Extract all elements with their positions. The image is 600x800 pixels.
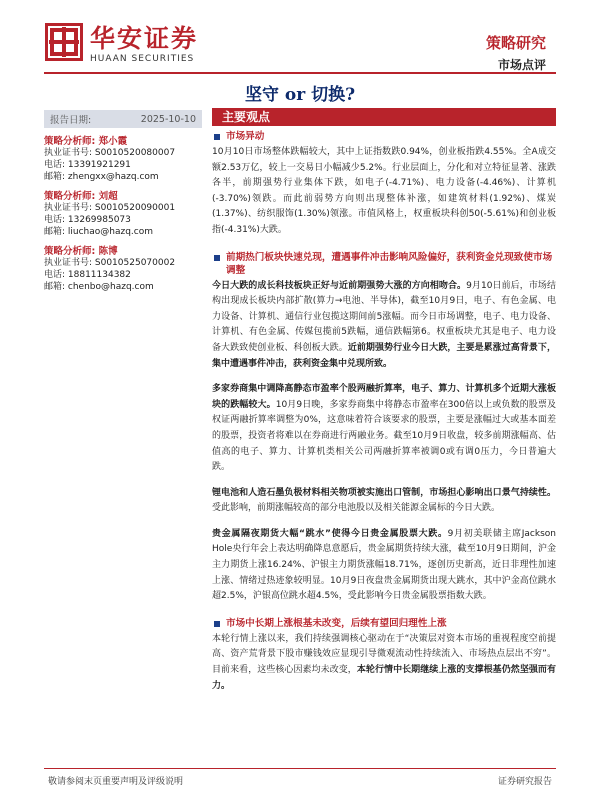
brand-name-en: HUAAN SECURITIES — [90, 54, 195, 64]
analyst-name: 陈博 — [98, 246, 118, 257]
analyst-license: 执业证书号: S0010520080007 — [44, 148, 176, 158]
analyst-sidebar — [44, 110, 202, 293]
paragraph: 今日大跌的成长科技板块正好与近前期强势大涨的方向相吻合。9月10日前后，市场结构出现成长板块内部扩散(算力→电池、半导体)，截至10月9日，电子、有色金属、电力设备、计算机、通信行业包揽这期间前5涨幅。而今日市场调整，电子、电力设备、计算机、有色金属、传媒包揽前5跌幅，通信跌幅第6。权重板块尤其是电子、电力设备大跌致使创业板、科创板大跌。近前期强势行业今日大跌，主要是累涨过高背景下，集中遭遇事件冲击，获利资金集中兑现所致。 — [212, 280, 556, 369]
analyst-email: 邮箱: zhengxx@hazq.com — [44, 172, 159, 182]
analyst-phone: 电话: 13269985073 — [44, 215, 131, 225]
header-divider — [44, 72, 556, 74]
analyst-email: 邮箱: chenbo@hazq.com — [44, 282, 154, 292]
analyst-phone: 电话: 18811134382 — [44, 270, 131, 280]
analyst-phone: 电话: 13391921291 — [44, 160, 131, 170]
analyst-email: 邮箱: liuchao@hazq.com — [44, 227, 154, 237]
section-heading: 主要观点 — [212, 108, 556, 126]
report-subtype: 市场点评 — [497, 58, 546, 72]
subsection-heading: 市场异动 — [212, 130, 556, 143]
analyst-heading: 策略分析师: 陈博 — [44, 246, 118, 257]
footer-label: 证券研究报告 — [497, 777, 552, 787]
footer-divider — [44, 768, 556, 769]
main-content — [212, 108, 556, 694]
analyst-license: 执业证书号: S0010520090001 — [44, 203, 176, 213]
square-bullet-icon — [214, 621, 220, 627]
report-title: 坚守 or 切换? — [244, 85, 356, 105]
paragraph: 10月10日市场整体跌幅较大，其中上证指数跌0.94%，创业板指跌4.55%。全A成交额2.53万亿，较上一交易日小幅减少5.2%。行业层面上，分化和对立特征显著、涨跌各半，前期强势行业集体下跌，如电子(-4.71%)、电力设备(-4.46%)、计算机(-3.70%)领跌。而此前弱势方向则出现整体补涨，如建筑材料(1.92%)、煤炭(1.37%)、纺织服饰(1.30%)领涨。市值风格上，权重板块科创50(-5.61%)和创业板指(-4.31%)大跌。 — [212, 147, 556, 235]
square-bullet-icon — [214, 255, 220, 261]
subsection-heading: 市场中长期上涨根基未改变，后续有望回归理性上涨 — [212, 617, 556, 630]
report-type: 策略研究 — [485, 34, 546, 52]
brand-name: 华安证券 — [90, 24, 199, 53]
subsection-heading: 前期热门板块快速兑现，遭遇事件冲击影响风险偏好，获利资金兑现致使市场调整 — [212, 251, 556, 277]
report-date-label: 报告日期: — [50, 115, 92, 126]
analyst-license: 执业证书号: S0010525070002 — [44, 258, 176, 268]
square-bullet-icon — [214, 134, 220, 140]
analyst-heading: 策略分析师: 刘超 — [44, 191, 118, 202]
analyst-heading: 策略分析师: 郑小霞 — [44, 136, 128, 147]
paragraph: 本轮行情上涨以来，我们持续强调核心驱动在于“决策层对资本市场的重视程度空前提高、资产荒背景下股市赚钱效应显现引导微观流动性持续流入、市场热点层出不穷”。目前来看，这些核心因素均未改变，本轮行情中长期继续上涨的支撑根基仍然坚强而有力。 — [212, 633, 556, 691]
report-date-row — [44, 110, 202, 128]
disclaimer-note: 敬请参阅末页重要声明及评级说明 — [48, 777, 184, 787]
paragraph: 锂电池和人造石墨负极材料相关物项被实施出口管制，市场担心影响出口景气持续性。受此影响，前期涨幅较高的部分电池股以及相关能源金属标的今日大跌。 — [212, 487, 556, 514]
paragraph: 多家券商集中调降高静态市盈率个股两融折算率，电子、算力、计算机多个近期大涨板块的跌幅较大。10月9日晚，多家券商集中将静态市盈率在300倍以上或负数的股票及权证两融折算率调整为0%，这意味着符合该要求的股票，主要是涨幅过大或基本面差的股票，投资者将难以在券商进行两融业务。截至10月9日收盘，较多前期涨幅高、估值高的电子、算力、计算机类相关公司两融折算率被调0或有调0压力，今日普遍大跌。 — [212, 384, 556, 473]
paragraph: 贵金属隔夜期货大幅“跳水”使得今日贵金属股票大跌。9月初美联储主席Jackson Hole央行年会上表达明确降息意愿后，贵金属期货持续大涨，截至10月9日期间，沪金主力期货上涨16.24%、沪银主力期货涨幅18.71%，逐创历史新高，近日非理性加速上涨、情绪过热迹象较明显。10月9日夜盘贵金属期货出现大跳水，其中沪金高位跳水超2.5%，沪银高位跳水超4.5%，受此影响今日贵金属股票指数大跌。 — [212, 528, 556, 602]
analyst-name: 刘超 — [98, 191, 118, 202]
analyst-name: 郑小霞 — [98, 136, 128, 147]
huaan-logo-icon — [44, 22, 84, 62]
report-date-value: 2025-10-10 — [140, 113, 196, 125]
